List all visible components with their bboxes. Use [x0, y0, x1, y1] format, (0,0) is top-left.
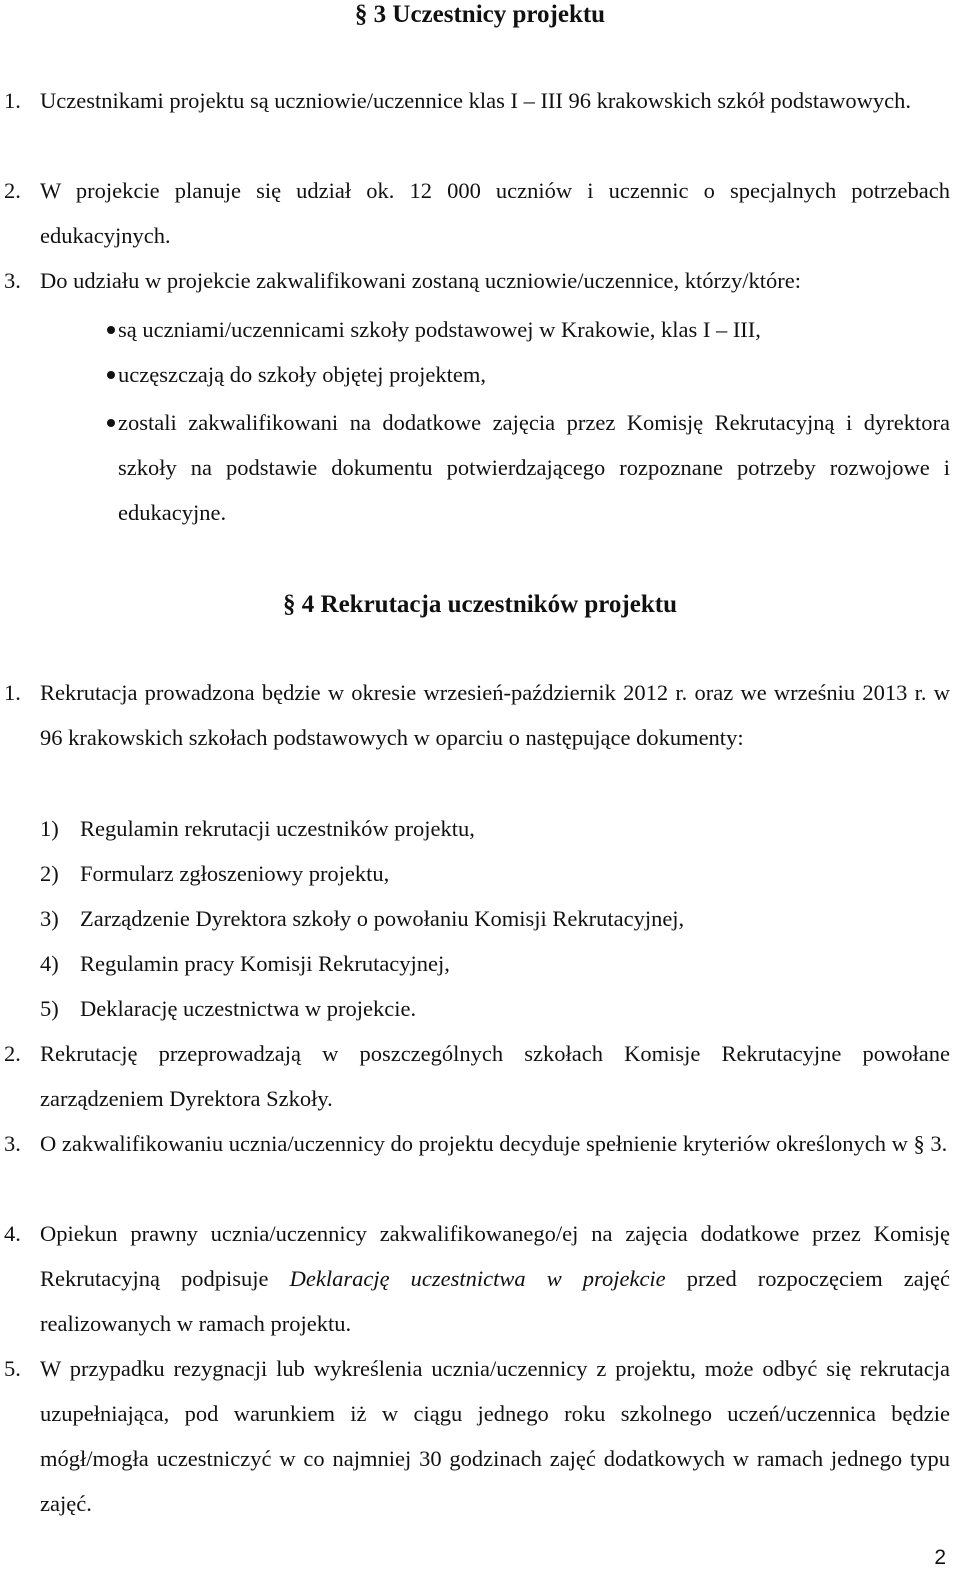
item-text: O zakwalifikowaniu ucznia/uczennicy do projektu decyduje spełnienie kryteriów określonych w § 3.: [40, 1131, 948, 1156]
item-text: Do udziału w projekcie zakwalifikowani zostaną uczniowie/uczennice, którzy/które:: [40, 268, 801, 293]
page-number: 2: [934, 1546, 946, 1569]
document-list-item-5: [40, 986, 950, 1031]
criteria-bullet-2: uczęszczają do szkoły objętej projektem,: [118, 362, 486, 387]
document-number: 5): [40, 996, 59, 1021]
document-number: 4): [40, 951, 59, 976]
section-4-item-4: [4, 1211, 950, 1346]
item-text-continued: przed rozpoczęciem zajęć realizowanych w ramach projektu.: [40, 1266, 950, 1336]
criteria-bullet-3: zostali zakwalifikowani na dodatkowe zajęcia przez Komisję Rekrutacyjną i dyrektora szkoły na podstawie dokumentu potwierdzającego rozpoznane potrzeby rozwojowe i edukacyjne.: [118, 410, 950, 525]
document-list-item-2: [40, 851, 950, 896]
document-number: 2): [40, 861, 59, 886]
document-list-item-1: [40, 806, 950, 851]
document-list-item-4: [40, 941, 950, 986]
item-text: Rekrutację przeprowadzają w poszczególnych szkołach Komisje Rekrutacyjne powołane zarządzeniem Dyrektora Szkoły.: [40, 1041, 950, 1111]
item-number: 1.: [4, 680, 21, 705]
item-number: 3.: [4, 268, 21, 293]
section-3-heading: § 3 Uczestnicy projektu: [354, 1, 606, 28]
document-text: Zarządzenie Dyrektora szkoły o powołaniu Komisji Rekrutacyjnej,: [80, 906, 685, 931]
item-text: Uczestnikami projektu są uczniowie/uczennice klas I – III 96 krakowskich szkół podstawowych.: [40, 88, 911, 113]
section-4-item-3: [4, 1121, 950, 1166]
section-4-item-2: [4, 1031, 950, 1121]
document-text: Formularz zgłoszeniowy projektu,: [80, 861, 390, 886]
document-list-item-3: [40, 896, 950, 941]
document-text: Deklarację uczestnictwa w projekcie.: [80, 996, 417, 1021]
section-4-item-5: [4, 1346, 950, 1526]
item-number: 1.: [4, 88, 21, 113]
section-3-item-2: [4, 168, 950, 258]
document-number: 1): [40, 816, 59, 841]
section-4-heading: § 4 Rekrutacja uczestników projektu: [283, 591, 677, 618]
bullet-icon: [107, 326, 115, 334]
document-text: Regulamin pracy Komisji Rekrutacyjnej,: [80, 951, 450, 976]
item-text: Opiekun prawny ucznia/uczennicy zakwalifikowanego/ej na zajęcia dodatkowe przez Komisję Rekrutacyjną podpisuje: [40, 1221, 950, 1291]
bullet-icon: [107, 419, 115, 427]
criteria-bullet-1: są uczniami/uczennicami szkoły podstawowej w Krakowie, klas I – III,: [118, 317, 761, 342]
item-number: 5.: [4, 1356, 21, 1381]
item-number: 2.: [4, 178, 21, 203]
item-number: 4.: [4, 1221, 21, 1246]
section-3-item-3: [4, 258, 950, 303]
bullet-icon: [107, 371, 115, 379]
item-text: W przypadku rezygnacji lub wykreślenia ucznia/uczennicy z projektu, może odbyć się rekrutacja uzupełniająca, pod warunkiem iż w ciągu jednego roku szkolnego uczeń/uczennica będzie mógł/mogła uczestniczyć w co najmniej 30 godzinach zajęć dodatkowych w ramach jednego typu zajęć.: [40, 1356, 950, 1516]
item-number: 2.: [4, 1041, 21, 1066]
document-text: Regulamin rekrutacji uczestników projektu,: [80, 816, 475, 841]
document-number: 3): [40, 906, 59, 931]
item-number: 3.: [4, 1131, 21, 1156]
item-text: W projekcie planuje się udział ok. 12 000 uczniów i uczennic o specjalnych potrzebach edukacyjnych.: [40, 178, 950, 248]
declaration-title: Deklarację uczestnictwa w projekcie: [289, 1266, 666, 1291]
section-4-item-1: [4, 670, 950, 760]
section-3-item-1: [4, 78, 950, 123]
item-text: Rekrutacja prowadzona będzie w okresie wrzesień-październik 2012 r. oraz we wrześniu 2013 r. w 96 krakowskich szkołach podstawowych w oparciu o następujące dokumenty:: [40, 680, 950, 750]
